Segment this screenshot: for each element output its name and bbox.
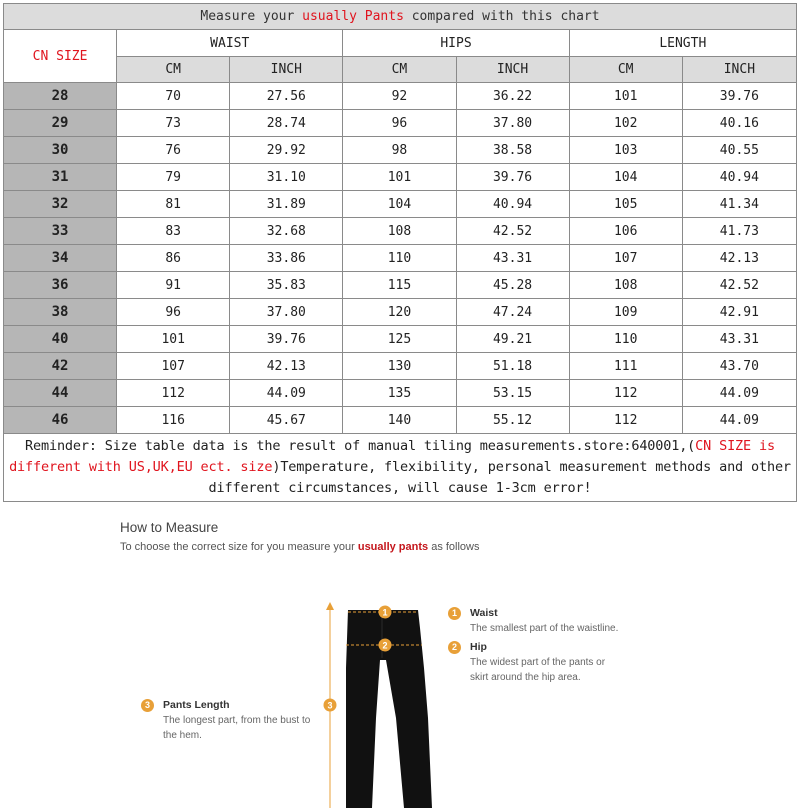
- hip-callout-desc: The widest part of the pants or skirt around the hip area.: [470, 657, 606, 683]
- reminder-text: Reminder: Size table data is the result of manual tiling measurements.store:640001,(CN SIZE is different with US,UK,EU ect. size)Temperature, flexibility, personal measurement methods and other different circumstances, will cause 1-3cm error!: [4, 434, 797, 502]
- unit-header: CM: [117, 57, 230, 83]
- table-cell: 116: [117, 407, 230, 434]
- table-row: [4, 299, 797, 326]
- size-cell: 40: [4, 326, 117, 353]
- table-cell: 38.58: [456, 137, 569, 164]
- how-to-measure-section: [0, 508, 800, 800]
- table-cell: 40.94: [456, 191, 569, 218]
- length-arrow-icon: [326, 602, 334, 610]
- table-cell: 107: [569, 245, 682, 272]
- table-row: [4, 380, 797, 407]
- table-cell: 42.52: [682, 272, 796, 299]
- table-row: [4, 353, 797, 380]
- group-header-row: [4, 30, 797, 57]
- size-cell: 44: [4, 380, 117, 407]
- table-cell: 45.67: [230, 407, 343, 434]
- table-cell: 86: [117, 245, 230, 272]
- table-cell: 112: [117, 380, 230, 407]
- waist-callout-title: Waist: [470, 607, 498, 619]
- table-cell: 43.31: [456, 245, 569, 272]
- hip-callout-title: Hip: [470, 641, 487, 653]
- unit-header-row: [4, 57, 797, 83]
- table-row: [4, 191, 797, 218]
- size-chart-table: [3, 3, 797, 502]
- table-cell: 104: [569, 164, 682, 191]
- table-cell: 39.76: [682, 83, 796, 110]
- table-cell: 42.91: [682, 299, 796, 326]
- waist-callout: [448, 607, 708, 639]
- table-cell: 112: [569, 380, 682, 407]
- table-cell: 44.09: [230, 380, 343, 407]
- subtitle-highlight: usually pants: [357, 541, 429, 553]
- table-cell: 39.76: [456, 164, 569, 191]
- table-cell: 27.56: [230, 83, 343, 110]
- size-cell: 30: [4, 137, 117, 164]
- table-row: [4, 326, 797, 353]
- hip-callout: [448, 641, 648, 687]
- table-row: [4, 245, 797, 272]
- size-cell: 38: [4, 299, 117, 326]
- table-cell: 28.74: [230, 110, 343, 137]
- size-cell: 31: [4, 164, 117, 191]
- table-cell: 45.28: [456, 272, 569, 299]
- table-cell: 31.89: [230, 191, 343, 218]
- table-cell: 105: [569, 191, 682, 218]
- size-cell: 36: [4, 272, 117, 299]
- length-callout-title: Pants Length: [163, 699, 230, 711]
- hip-badge-icon: 2: [448, 641, 461, 654]
- table-cell: 81: [117, 191, 230, 218]
- table-cell: 41.73: [682, 218, 796, 245]
- table-cell: 29.92: [230, 137, 343, 164]
- table-title: Measure your usually Pants compared with this chart: [4, 4, 797, 30]
- table-cell: 91: [117, 272, 230, 299]
- table-cell: 135: [343, 380, 456, 407]
- table-cell: 40.94: [682, 164, 796, 191]
- table-cell: 101: [343, 164, 456, 191]
- size-cell: 46: [4, 407, 117, 434]
- table-cell: 96: [117, 299, 230, 326]
- table-row: [4, 110, 797, 137]
- svg-text:1: 1: [382, 607, 388, 618]
- table-cell: 40.16: [682, 110, 796, 137]
- size-cell: 28: [4, 83, 117, 110]
- table-cell: 39.76: [230, 326, 343, 353]
- table-cell: 101: [569, 83, 682, 110]
- table-cell: 42.13: [682, 245, 796, 272]
- table-cell: 33.86: [230, 245, 343, 272]
- table-cell: 111: [569, 353, 682, 380]
- table-row: [4, 83, 797, 110]
- size-cell: 32: [4, 191, 117, 218]
- measure-title: How to Measure: [120, 520, 219, 535]
- cn-size-header: CN SIZE: [4, 30, 117, 83]
- unit-header: INCH: [456, 57, 569, 83]
- table-cell: 47.24: [456, 299, 569, 326]
- table-cell: 36.22: [456, 83, 569, 110]
- waist-header: WAIST: [117, 30, 343, 57]
- table-cell: 41.34: [682, 191, 796, 218]
- waist-callout-desc: The smallest part of the waistline.: [470, 623, 619, 634]
- table-cell: 107: [117, 353, 230, 380]
- table-row: [4, 137, 797, 164]
- table-cell: 110: [343, 245, 456, 272]
- measure-subtitle: To choose the correct size for you measure your usually pants as follows: [120, 541, 480, 553]
- table-cell: 73: [117, 110, 230, 137]
- unit-header: CM: [569, 57, 682, 83]
- svg-text:2: 2: [382, 640, 388, 651]
- table-row: [4, 407, 797, 434]
- size-cell: 29: [4, 110, 117, 137]
- table-cell: 108: [343, 218, 456, 245]
- table-cell: 31.10: [230, 164, 343, 191]
- size-cell: 33: [4, 218, 117, 245]
- waist-badge-icon: 1: [448, 607, 461, 620]
- table-cell: 42.52: [456, 218, 569, 245]
- table-cell: 37.80: [230, 299, 343, 326]
- unit-header: INCH: [682, 57, 796, 83]
- length-callout-desc: The longest part, from the bust to the hem.: [163, 715, 311, 741]
- table-cell: 53.15: [456, 380, 569, 407]
- table-cell: 104: [343, 191, 456, 218]
- table-cell: 44.09: [682, 380, 796, 407]
- table-cell: 32.68: [230, 218, 343, 245]
- table-cell: 140: [343, 407, 456, 434]
- unit-header: CM: [343, 57, 456, 83]
- svg-text:3: 3: [327, 700, 333, 711]
- table-cell: 83: [117, 218, 230, 245]
- table-cell: 103: [569, 137, 682, 164]
- table-cell: 44.09: [682, 407, 796, 434]
- length-callout: [141, 699, 331, 745]
- table-cell: 70: [117, 83, 230, 110]
- table-cell: 109: [569, 299, 682, 326]
- table-row: [4, 164, 797, 191]
- table-cell: 35.83: [230, 272, 343, 299]
- table-cell: 102: [569, 110, 682, 137]
- table-cell: 40.55: [682, 137, 796, 164]
- unit-header: INCH: [230, 57, 343, 83]
- table-cell: 112: [569, 407, 682, 434]
- title-highlight: usually Pants: [302, 9, 404, 24]
- table-cell: 43.31: [682, 326, 796, 353]
- table-row: [4, 218, 797, 245]
- table-row: [4, 272, 797, 299]
- length-badge-icon: 3: [141, 699, 154, 712]
- table-cell: 120: [343, 299, 456, 326]
- table-cell: 51.18: [456, 353, 569, 380]
- table-cell: 49.21: [456, 326, 569, 353]
- table-cell: 92: [343, 83, 456, 110]
- table-cell: 55.12: [456, 407, 569, 434]
- table-cell: 130: [343, 353, 456, 380]
- reminder-highlight: CN SIZE is different with US,UK,EU ect. size: [9, 438, 775, 475]
- table-body: [4, 83, 797, 434]
- table-cell: 42.13: [230, 353, 343, 380]
- table-cell: 98: [343, 137, 456, 164]
- length-header: LENGTH: [569, 30, 796, 57]
- table-cell: 106: [569, 218, 682, 245]
- pants-silhouette: [346, 607, 432, 808]
- size-cell: 42: [4, 353, 117, 380]
- table-cell: 76: [117, 137, 230, 164]
- hips-header: HIPS: [343, 30, 569, 57]
- table-cell: 37.80: [456, 110, 569, 137]
- table-cell: 110: [569, 326, 682, 353]
- size-cell: 34: [4, 245, 117, 272]
- table-cell: 43.70: [682, 353, 796, 380]
- table-cell: 96: [343, 110, 456, 137]
- table-cell: 101: [117, 326, 230, 353]
- table-title-row: [4, 4, 797, 30]
- table-cell: 125: [343, 326, 456, 353]
- table-cell: 79: [117, 164, 230, 191]
- table-cell: 108: [569, 272, 682, 299]
- reminder-row: [4, 434, 797, 502]
- table-cell: 115: [343, 272, 456, 299]
